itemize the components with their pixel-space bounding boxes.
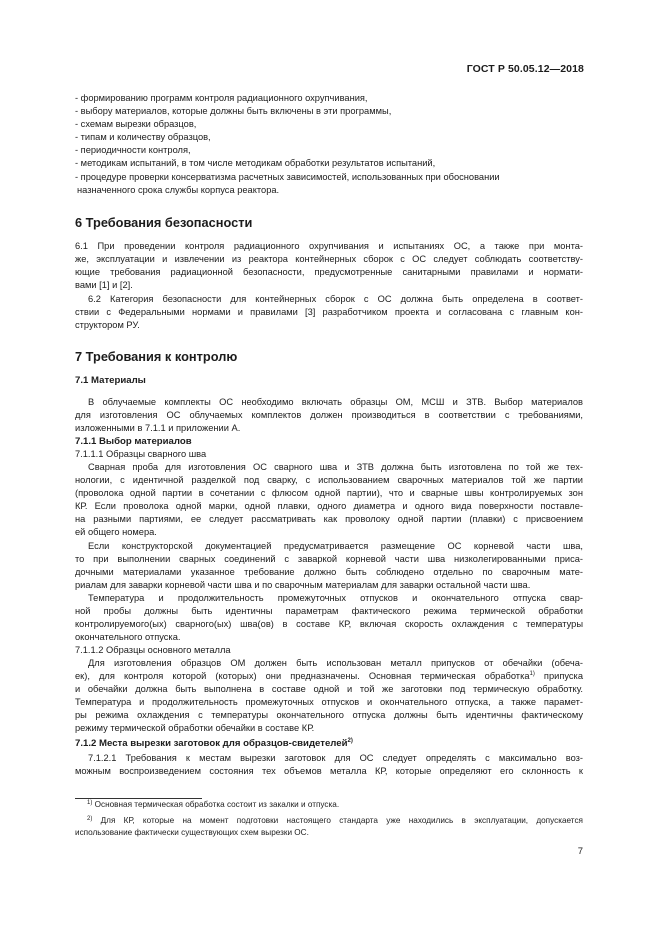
temperature-paragraph (75, 592, 583, 644)
text-line: вами [1] и [2]. (75, 280, 133, 291)
subsection-7-1-2-title (75, 737, 583, 750)
subsection-7-1-1-1-title: 7.1.1.1 Образцы сварного шва (75, 449, 207, 460)
text-line: для изготовления ОС облучаемых комплектов должен производиться в соответствии с требованиями, (75, 410, 583, 421)
text-line: ной пробы должны быть идентичны параметрам фактического режима термической обработки (75, 606, 583, 617)
section-6-p1 (75, 240, 583, 292)
text-line: риалам для заварки корневой части шва и по сварочным материалам для заварки остальной части шва. (75, 580, 531, 591)
footnote-2-mark: 2) (87, 816, 93, 822)
text-line: Сварная проба для изготовления ОС сварного шва и ЗТВ должна быть изготовлена по той же тех- (88, 462, 583, 472)
footnote-2-line: использование фактически существующих схем вырезки ОС. (75, 828, 309, 838)
text-line: на разными партиями, ее следует рассматривать как проволоку одной партии (плавки) с присвоением (75, 514, 583, 525)
subsection-7-1-title: 7.1 Материалы (75, 375, 146, 386)
text-line: Температура и продолжительность промежуточных отпусков и окончательного отпуска, а также парамет- (75, 697, 583, 708)
list-item: - выбору материалов, которые должны быть включены в эти программы, (75, 106, 392, 117)
text-line: нологии, с идентичной разделкой под сварку, с использованием сварочных материалов той же партии (75, 475, 583, 486)
subsection-7-1-1-title: 7.1.1 Выбор материалов (75, 436, 192, 447)
page-number: 7 (577, 846, 583, 857)
section-7-1 (75, 374, 583, 387)
section-6 (75, 216, 583, 229)
list-item: - периодичности контроля, (75, 145, 191, 156)
list-item: - формированию программ контроля радиационного охрупчивания, (75, 93, 368, 103)
text-line: же, эксплуатации и извлечении из реактора контейнерных сборок с ОС следует соблюдать соответству- (75, 254, 583, 265)
section-7-1-text (75, 396, 583, 435)
section-7 (75, 350, 583, 363)
list-tail: назначенного срока службы корпуса реактора. (77, 184, 280, 195)
footnote-2-line (75, 815, 583, 827)
text-line: структором РУ. (75, 320, 140, 331)
text-fragment: ек), для контроля которой (которых) они предназначены. Основная термическая обработка (75, 671, 530, 682)
text-line: Для изготовления образцов ОМ должен быть использован металл припусков от обечайки (обеча- (88, 658, 583, 668)
footnote-2-text: Для КР, которые на момент подготовки настоящего стандарта уже находились в эксплуатации, допускается (92, 816, 583, 825)
footnote-ref-2[interactable]: 2) (347, 738, 353, 744)
text-line: 6.1 При проведении контроля радиационного охрупчивания и испытаниях ОС, а также при монта- (75, 241, 583, 251)
section-6-title: 6 Требования безопасности (75, 215, 253, 230)
section-6-p2 (75, 293, 583, 332)
section-7-1-1-2 (75, 644, 583, 657)
text-line: Температура и продолжительность промежуточных отпусков и окончательного отпуска свар- (88, 593, 583, 603)
footnote-1 (75, 799, 583, 811)
base-metal-paragraph (75, 657, 583, 736)
text-line: Если конструкторской документацией предусматривается размещение ОС корневой части шва, (88, 541, 583, 551)
text-line: ры режима охлаждения с температуры окончательного отпуска должны быть идентичны фактическому (75, 710, 583, 721)
footnote-1-mark: 1) (87, 800, 93, 806)
text-line: ющие требования радиационной безопасности, предусмотренные санитарными правилами и нормати- (75, 267, 583, 278)
subsection-7-1-1-2-title: 7.1.1.2 Образцы основного металла (75, 645, 231, 655)
heading-text: 7.1.2 Места вырезки заготовок для образцов-свидетелей (75, 738, 348, 749)
footnote-1-text: Основная термическая обработка состоит из закалки и отпуска. (92, 800, 340, 809)
list-item: - процедуре проверки консерватизма расчетных зависимостей, использованных при обосновании (75, 171, 500, 182)
weld-paragraph (75, 461, 583, 540)
text-line: дочными материалами указанное требование должно быть соблюдено отдельно по сварочным мате- (75, 567, 583, 578)
text-line: (проволока одной партии в сочетании с флюсом одной партии), что и сварные швы контролируемых зон (75, 488, 583, 499)
section-7-1-1 (75, 435, 583, 461)
footnote-ref-1[interactable]: 1) (529, 671, 535, 678)
root-paragraph (75, 540, 583, 592)
text-line: ей общего номера. (75, 527, 157, 538)
section-7-1-2 (75, 737, 583, 750)
list-item: - схемам вырезки образцов, (75, 119, 197, 130)
text-line: контролируемого(ых) сварного(ых) шва(ов) в составе КР, включая скорость охлаждения с температуры (75, 619, 583, 630)
text-line: КР. Если проволока одной марки, одной плавки, одного диаметра и одного вида поверхности поставле- (75, 501, 583, 512)
text-line: ствии с Федеральными нормами и правилами [3] разработчиком проекта и согласована с главным кон- (75, 307, 583, 318)
footnote-mark (75, 800, 92, 809)
section-7-1-2-1 (75, 752, 583, 778)
text-line: В облучаемые комплекты ОС необходимо включать образцы ОМ, МСШ и ЗТВ. Выбор материалов (88, 397, 583, 407)
text-line: то при выполнении сварных соединений с заваркой корневой части шва низколегированными приса- (75, 554, 583, 565)
scope-list (75, 92, 583, 197)
list-item: - методикам испытаний, в том числе методикам обработки результатов испытаний, (75, 158, 436, 169)
footnote-mark (75, 816, 92, 825)
text-line: можным воспроизведением состояния тех объемов металла КР, которые определяют его склонность к (75, 766, 583, 777)
text-line: 6.2 Категория безопасности для контейнерных сборок с ОС должна быть определена в соответ- (88, 294, 583, 304)
document-header-code: ГОСТ Р 50.05.12—2018 (466, 63, 584, 75)
text-line: режиму термической обработки обечайки в составе КР. (75, 723, 315, 734)
text-line: 7.1.2.1 Требования к местам вырезки заготовок для ОС следует определять с максимально воз- (88, 753, 583, 763)
text-line: изложенными в 7.1.1 и приложении А. (75, 423, 241, 434)
list-item: - типам и количеству образцов, (75, 132, 211, 143)
text-line-with-footnote (75, 670, 583, 683)
footnote-2 (75, 815, 583, 839)
text-line: окончательного отпуска. (75, 632, 181, 643)
section-7-title: 7 Требования к контролю (75, 349, 238, 364)
text-fragment: припуска (534, 671, 583, 682)
text-line: и обечайки должна быть выполнена в составе одной и той же заготовки под термическую обработку. (75, 684, 583, 695)
